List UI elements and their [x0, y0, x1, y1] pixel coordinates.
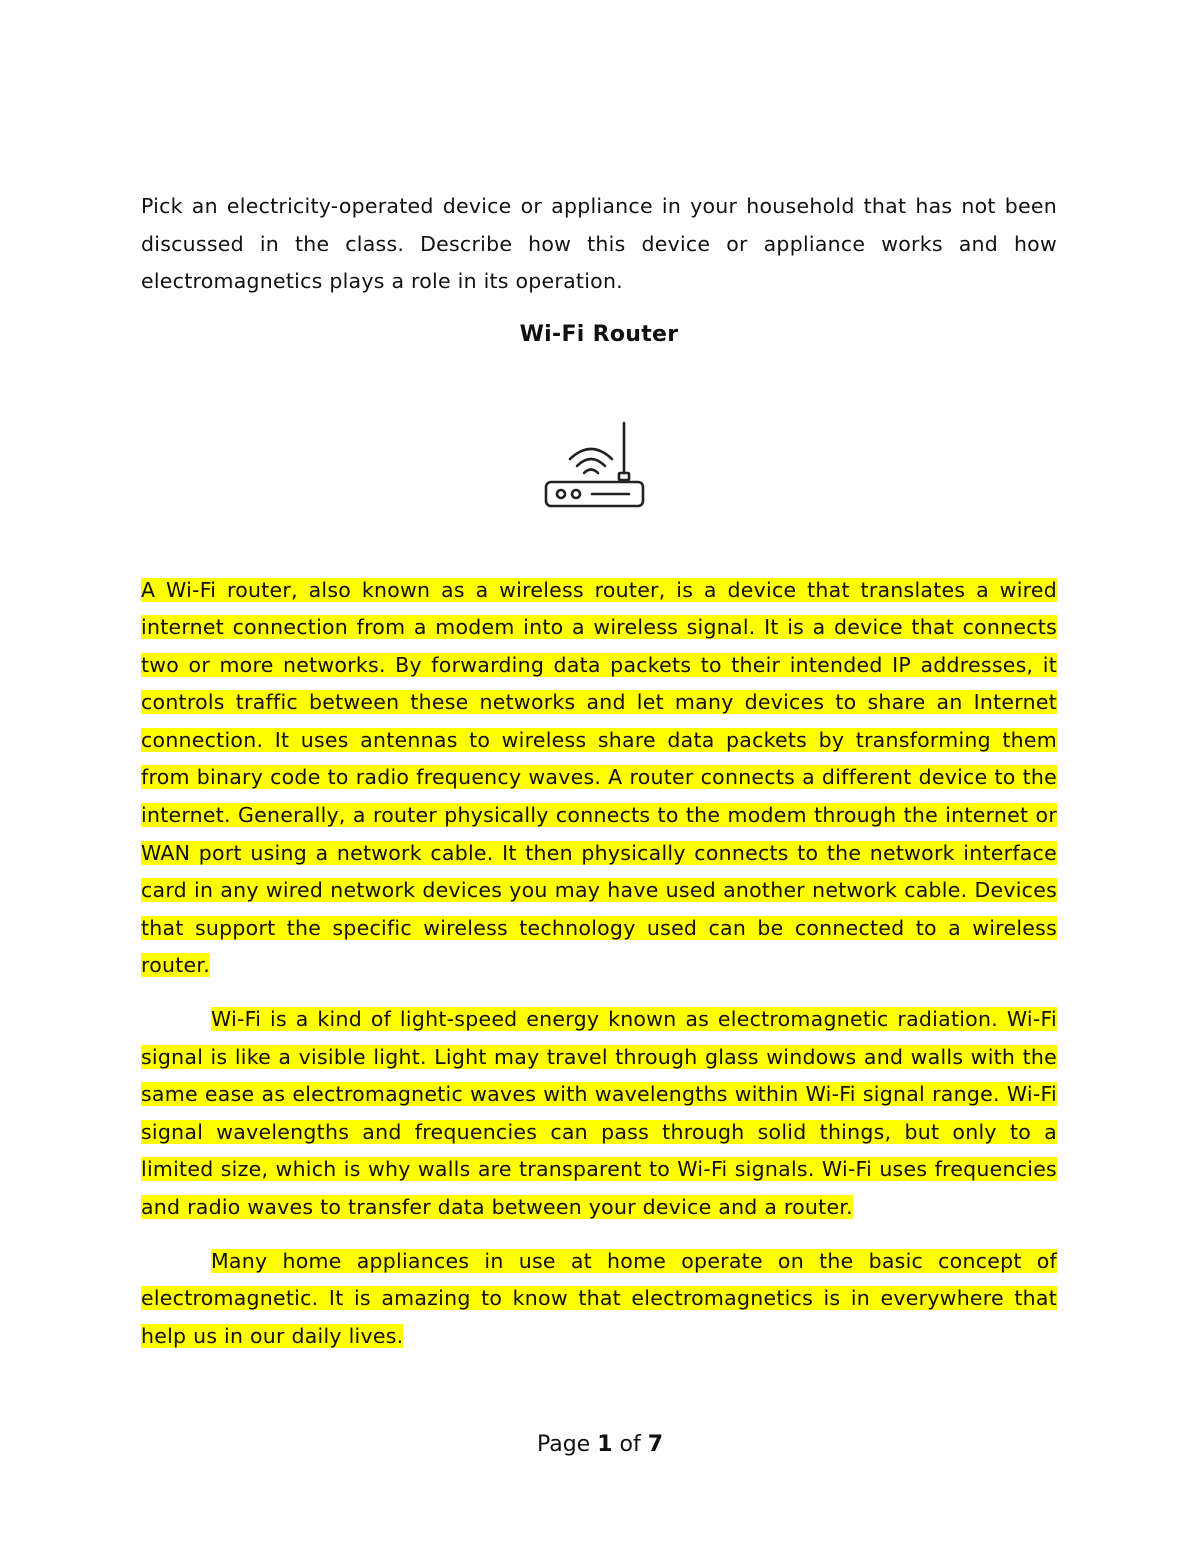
page-word: Page: [536, 1432, 591, 1457]
paragraph-conclusion: [141, 1243, 1057, 1356]
highlighted-text: A Wi-Fi router, also known as a wireless router, is a device that translates a wired internet connection from a modem into a wireless signal. It is a device that connects two or more networks. By forwarding data packets to their intended IP addresses, it controls traffic between these networks and let many devices to share an Internet connection. It uses antennas to wireless share data packets by transforming them from binary code to radio frequency waves. A router connects a different device to the internet. Generally, a router physically connects to the modem through the internet or WAN port using a network cable. It then physically connects to the network interface card in any wired network devices you may have used another network cable. Devices that support the specific wireless technology used can be connected to a wireless router.: [141, 577, 1057, 978]
page-footer: [0, 1430, 1200, 1460]
document-body: [141, 188, 1057, 1355]
total-page-count: 7: [647, 1432, 664, 1457]
wifi-router-icon: [544, 421, 654, 521]
current-page-number: 1: [597, 1432, 613, 1457]
document-title: Wi-Fi Router: [519, 321, 679, 347]
highlighted-text: Wi-Fi is a kind of light-speed energy known as electromagnetic radiation. Wi-Fi signal is like a visible light. Light may travel through glass windows and walls with the same ease as electromagnetic waves with wavelengths within Wi-Fi signal range. Wi-Fi signal wavelengths and frequencies can pass through solid things, but only to a limited size, which is why walls are transparent to Wi-Fi signals. Wi-Fi uses frequencies and radio waves to transfer data between your device and a router.: [141, 1007, 1057, 1219]
assignment-prompt: Pick an electricity-operated device or appliance in your household that has not been discussed in the class. Describe how this device or appliance works and how electromagnetics plays a role in its operation.: [141, 194, 1057, 293]
paragraph-router-definition: [141, 572, 1057, 986]
highlighted-text: Many home appliances in use at home operate on the basic concept of electromagnetic. It is amazing to know that electromagnetics is in everywhere that help us in our daily lives.: [141, 1248, 1057, 1348]
router-figure: [141, 421, 1057, 531]
paragraph-electromagnetic-radiation: [141, 1001, 1057, 1227]
of-word: of: [619, 1432, 641, 1457]
